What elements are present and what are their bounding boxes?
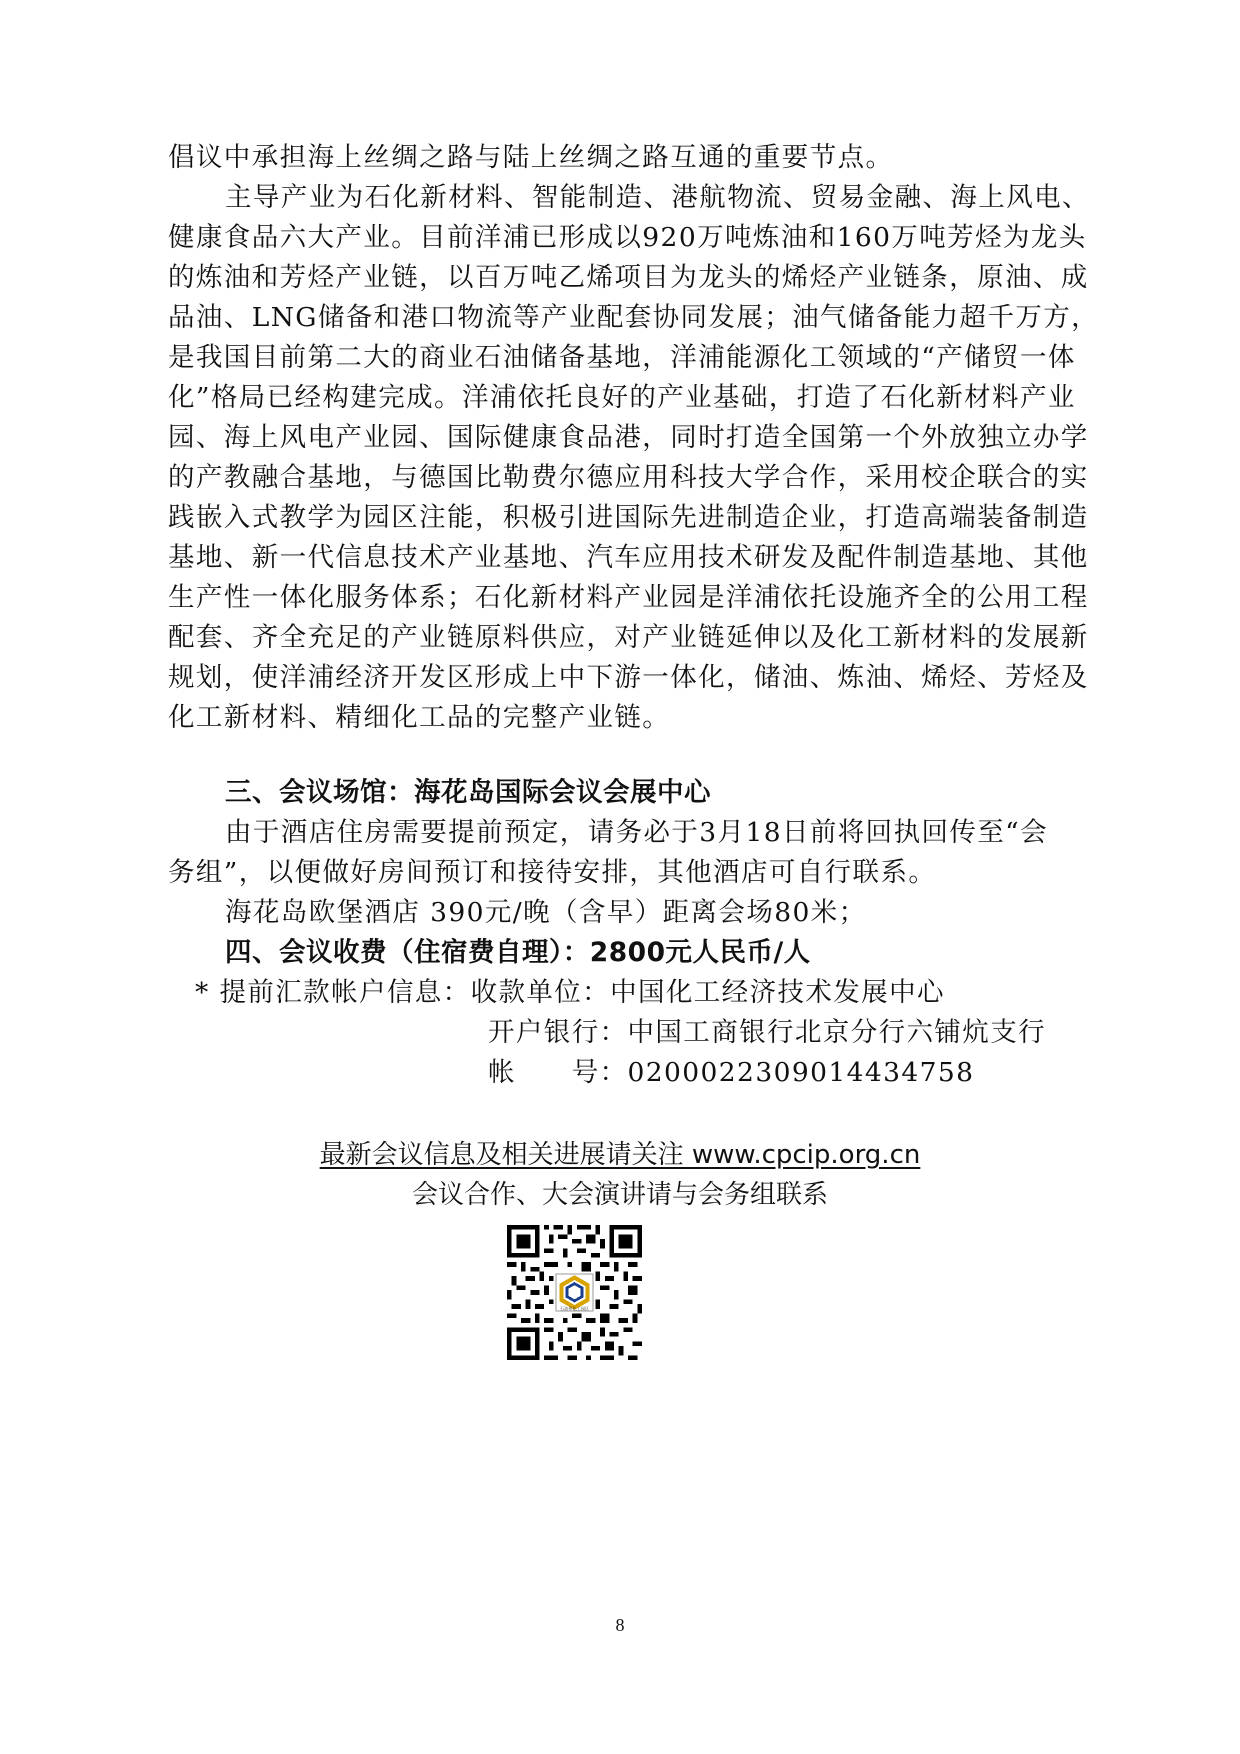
paragraph-line: 规划，使洋浦经济开发区形成上中下游一体化，储油、炼油、烯烃、芳烃及 xyxy=(168,662,1089,693)
paragraph-line: 基地、新一代信息技术产业基地、汽车应用技术研发及配件制造基地、其他 xyxy=(168,542,1089,573)
paragraph-line: 健康食品六大产业。目前洋浦已形成以920万吨炼油和160万吨芳烃为龙头 xyxy=(168,222,1087,253)
hotel-info: 海花岛欧堡酒店 390元/晚（含早）距离会场80米； xyxy=(225,897,867,928)
paragraph-line: 践嵌入式教学为园区注能，积极引进国际先进制造企业，打造高端装备制造 xyxy=(168,502,1089,533)
account-payee: * 提前汇款帐户信息：收款单位：中国化工经济技术发展中心 xyxy=(195,977,945,1008)
qr-logo-caption xyxy=(560,1305,589,1311)
paragraph-line: 是我国目前第二大的商业石油储备基地，洋浦能源化工领域的“产储贸一体 xyxy=(168,342,1076,373)
paragraph-line: 配套、齐全充足的产业链原料供应，对产业链延伸以及化工新材料的发展新 xyxy=(168,622,1089,653)
paragraph-line: 化工新材料、精细化工品的完整产业链。 xyxy=(168,702,671,733)
paragraph-line: 园、海上风电产业园、国际健康食品港，同时打造全国第一个外放独立办学 xyxy=(168,422,1089,453)
section-heading-fee: 四、会议收费（住宿费自理）：2800元人民币/人 xyxy=(225,937,811,968)
paragraph-line: 主导产业为石化新材料、智能制造、港航物流、贸易金融、海上风电、 xyxy=(225,182,1090,213)
footer-link-line xyxy=(0,1135,1240,1175)
page-number: 8 xyxy=(615,1615,625,1635)
account-bank: 开户银行：中国工商银行北京分行六铺炕支行 xyxy=(488,1017,1046,1048)
website-link[interactable]: 最新会议信息及相关进展请关注 www.cpcip.org.cn xyxy=(319,1140,921,1170)
account-number: 帐 号：0200022309014434758 xyxy=(488,1057,975,1088)
paragraph-line: 倡议中承担海上丝绸之路与陆上丝绸之路互通的重要节点。 xyxy=(168,142,894,173)
section-heading-venue: 三、会议场馆：海花岛国际会议会展中心 xyxy=(225,777,711,808)
paragraph-line: 的产教融合基地，与德国比勒费尔德应用科技大学合作，采用校企联合的实 xyxy=(168,462,1089,493)
paragraph-line: 化”格局已经构建完成。洋浦依托良好的产业基础，打造了石化新材料产业 xyxy=(168,382,1076,413)
paragraph-line: 的炼油和芳烃产业链，以百万吨乙烯项目为龙头的烯烃产业链条，原油、成 xyxy=(168,262,1089,293)
paragraph-line: 生产性一体化服务体系；石化新材料产业园是洋浦依托设施齐全的公用工程 xyxy=(168,582,1089,613)
paragraph-line: 品油、LNG储备和港口物流等产业配套协同发展；油气储备能力超千万方， xyxy=(168,302,1100,333)
contact-text: 会议合作、大会演讲请与会务组联系 xyxy=(411,1180,828,1210)
footer-contact-line xyxy=(0,1175,1240,1215)
paragraph-line: 务组”，以便做好房间预订和接待安排，其他酒店可自行联系。 xyxy=(168,857,937,888)
qr-code-image xyxy=(507,1225,642,1360)
paragraph-line: 由于酒店住房需要提前预定，请务必于3月18日前将回执回传至“会 xyxy=(225,817,1049,848)
